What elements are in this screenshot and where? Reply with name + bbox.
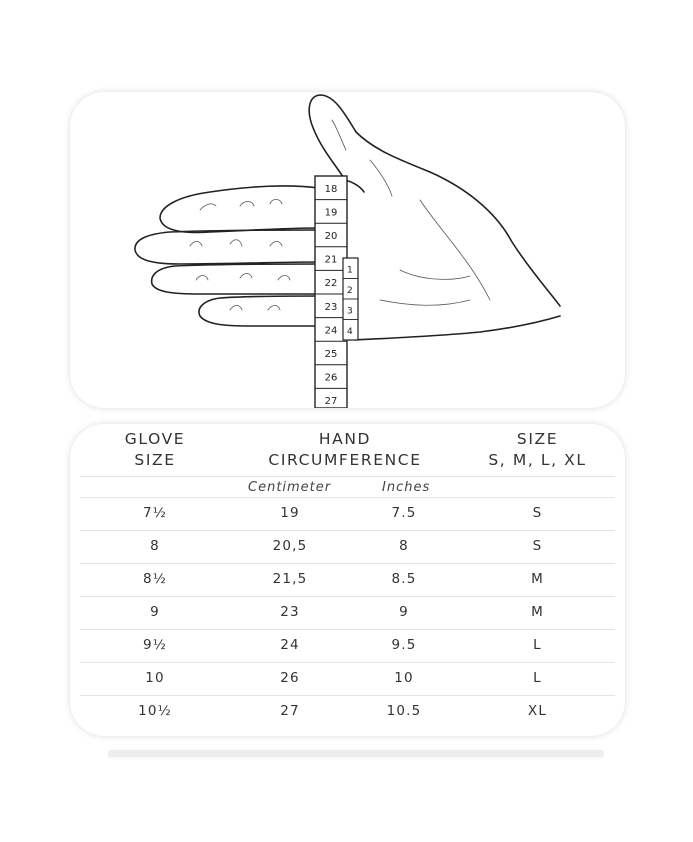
header-size-line1: SIZE <box>516 430 559 448</box>
row-divider <box>80 530 615 531</box>
cell-glove: 8 <box>150 538 160 554</box>
cell-cm: 19 <box>280 505 300 521</box>
tape-cm-label: 22 <box>324 278 338 290</box>
tape-inch-label: 1 <box>347 265 353 276</box>
cell-inch: 9.5 <box>391 637 417 653</box>
tape-inch-label: 3 <box>347 306 353 317</box>
tape-cm-label: 26 <box>324 372 338 384</box>
row-divider <box>80 629 615 630</box>
header-size-line2: S, M, L, XL <box>488 451 587 469</box>
hand-illustration-card <box>70 92 625 408</box>
cell-glove: 9½ <box>142 637 168 653</box>
cell-inch: 8 <box>399 538 409 554</box>
row-divider <box>80 596 615 597</box>
tape-cm-label: 23 <box>324 301 338 313</box>
cell-inch: 9 <box>399 604 409 620</box>
header-glove-line2: SIZE <box>134 451 176 469</box>
cell-glove: 9 <box>150 604 160 620</box>
header-hand-line2: CIRCUMFERENCE <box>268 451 422 469</box>
cell-cm: 21,5 <box>272 571 308 587</box>
cell-glove: 7½ <box>142 505 168 521</box>
cell-inch: 8.5 <box>391 571 417 587</box>
cell-glove: 8½ <box>142 571 168 587</box>
row-divider <box>80 662 615 663</box>
cell-size: L <box>533 670 542 686</box>
size-table-card <box>70 424 625 736</box>
cell-cm: 23 <box>280 604 300 620</box>
cell-cm: 24 <box>280 637 300 653</box>
cell-size: M <box>531 604 544 620</box>
cell-inch: 10 <box>394 670 414 686</box>
subheader-centimeter: Centimeter <box>248 480 332 495</box>
header-hand-line1: HAND <box>318 430 372 448</box>
bottom-card-edge <box>108 750 604 757</box>
tape-cm-label: 18 <box>324 183 338 195</box>
cell-cm: 26 <box>280 670 300 686</box>
cell-glove: 10½ <box>138 703 172 719</box>
subheader-divider <box>80 497 615 498</box>
cell-inch: 10.5 <box>386 703 422 719</box>
header-glove-size <box>85 429 225 471</box>
tape-cm-label: 19 <box>324 207 338 219</box>
header-hand-circumference <box>250 429 440 471</box>
cell-inch: 7.5 <box>391 505 417 521</box>
tape-cm-label: 21 <box>324 254 338 266</box>
tape-cm-label: 27 <box>324 396 338 408</box>
cell-size: L <box>533 637 542 653</box>
cell-size: S <box>532 505 543 521</box>
tape-inch-label: 4 <box>347 326 353 337</box>
header-divider <box>80 476 615 477</box>
tape-inch-label: 2 <box>347 285 353 296</box>
hand-measurement-illustration <box>70 92 625 408</box>
tape-cm-label: 24 <box>324 325 338 337</box>
tape-cm-label: 25 <box>324 349 338 360</box>
cell-size: XL <box>527 703 548 719</box>
cell-size: S <box>532 538 543 554</box>
cell-glove: 10 <box>145 670 165 686</box>
cell-cm: 27 <box>280 703 300 719</box>
cell-cm: 20,5 <box>272 538 308 554</box>
cell-size: M <box>531 571 544 587</box>
header-size <box>470 429 605 471</box>
header-glove-line1: GLOVE <box>124 430 186 448</box>
tape-cm-label: 20 <box>324 231 338 242</box>
row-divider <box>80 563 615 564</box>
subheader-inches: Inches <box>382 480 431 495</box>
row-divider <box>80 695 615 696</box>
